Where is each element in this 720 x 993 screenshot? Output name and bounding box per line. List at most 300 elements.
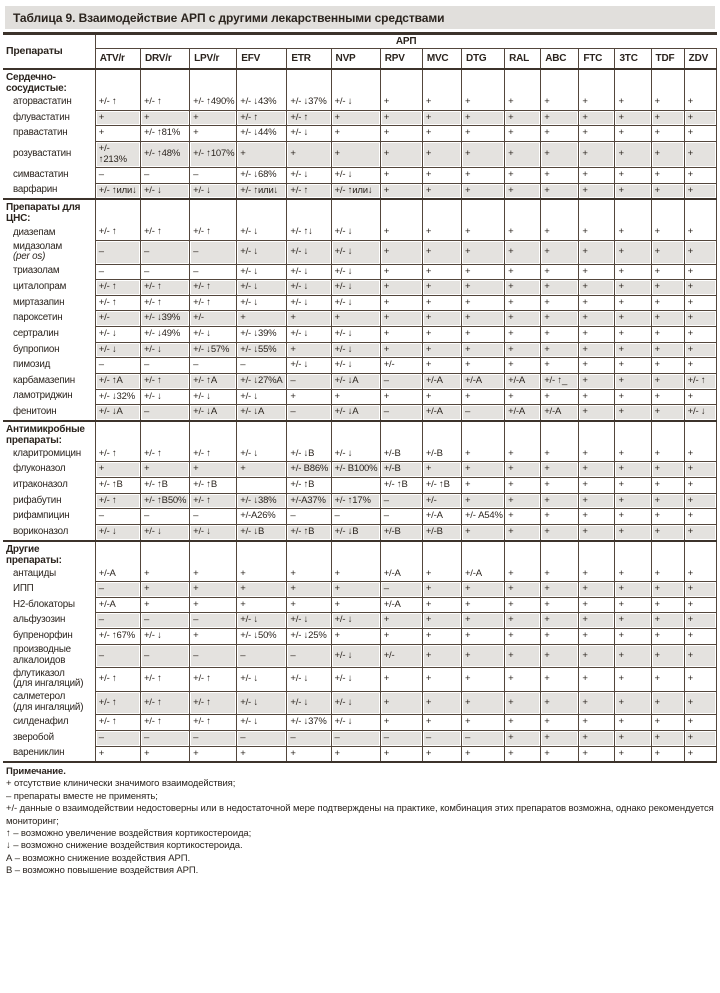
interaction-cell: +/- А54% bbox=[461, 509, 504, 525]
interaction-cell: +/- ↑ bbox=[95, 715, 140, 731]
interaction-cell: + bbox=[505, 509, 541, 525]
interaction-cell: +/- ↓А bbox=[95, 405, 140, 421]
interaction-cell: – bbox=[140, 405, 189, 421]
interaction-cell: +/- ↓ bbox=[237, 280, 287, 296]
interaction-cell: + bbox=[651, 447, 684, 462]
interaction-cell: + bbox=[461, 241, 504, 265]
interaction-cell: +/- bbox=[380, 644, 422, 668]
interaction-cell: + bbox=[684, 168, 716, 184]
interaction-cell: + bbox=[422, 613, 461, 629]
interaction-cell: +/- ↑81% bbox=[140, 126, 189, 142]
interaction-cell: + bbox=[505, 110, 541, 126]
interaction-cell: + bbox=[651, 183, 684, 199]
interaction-cell: +/- ↓ bbox=[140, 524, 189, 540]
interaction-cell: +/- ↑или↓ bbox=[95, 183, 140, 199]
interaction-cell: + bbox=[505, 524, 541, 540]
interaction-cell: – bbox=[95, 582, 140, 598]
interaction-cell: – bbox=[140, 509, 189, 525]
interaction-cell: +/- ↓ bbox=[237, 295, 287, 311]
table-header bbox=[3, 34, 717, 70]
interaction-cell: +/- ↓ bbox=[95, 524, 140, 540]
interaction-cell: + bbox=[684, 730, 716, 746]
interaction-cell: + bbox=[615, 567, 651, 582]
interaction-cell: + bbox=[579, 280, 615, 296]
interaction-cell: + bbox=[505, 168, 541, 184]
interaction-cell: +/- ↑ bbox=[140, 691, 189, 715]
group-header-row bbox=[3, 34, 717, 49]
interaction-cell: – bbox=[140, 730, 189, 746]
interaction-cell: + bbox=[380, 141, 422, 167]
interaction-cell: + bbox=[651, 597, 684, 613]
interaction-cell: + bbox=[651, 524, 684, 540]
interaction-cell: + bbox=[190, 126, 237, 142]
drug-row bbox=[3, 264, 717, 280]
interaction-cell: +/- ↓ bbox=[331, 95, 380, 110]
drug-row bbox=[3, 295, 717, 311]
interaction-cell: +/- ↑В bbox=[95, 478, 140, 494]
interaction-cell: + bbox=[541, 327, 579, 343]
drug-row bbox=[3, 462, 717, 478]
interaction-cell: + bbox=[287, 597, 331, 613]
interaction-cell: + bbox=[422, 644, 461, 668]
interaction-cell: + bbox=[615, 241, 651, 265]
interaction-cell: + bbox=[579, 478, 615, 494]
interaction-cell: + bbox=[615, 110, 651, 126]
section-empty-cell bbox=[380, 69, 422, 95]
interaction-cell: +/- ↑ bbox=[190, 280, 237, 296]
interaction-cell: + bbox=[331, 597, 380, 613]
interaction-cell: +/- bbox=[380, 358, 422, 374]
interaction-cell: +/- ↓В bbox=[331, 524, 380, 540]
interaction-cell: +/- ↑ bbox=[95, 95, 140, 110]
section-row bbox=[3, 421, 717, 447]
drug-row bbox=[3, 730, 717, 746]
interaction-cell: + bbox=[331, 110, 380, 126]
interaction-cell: + bbox=[237, 462, 287, 478]
interaction-cell: + bbox=[651, 110, 684, 126]
section-empty-cell bbox=[505, 69, 541, 95]
interaction-cell: + bbox=[651, 715, 684, 731]
interaction-cell: + bbox=[579, 447, 615, 462]
interaction-cell: + bbox=[461, 524, 504, 540]
interaction-cell: + bbox=[287, 582, 331, 598]
interaction-cell: + bbox=[140, 582, 189, 598]
drug-row bbox=[3, 597, 717, 613]
interaction-cell: + bbox=[615, 183, 651, 199]
interaction-cell: + bbox=[651, 405, 684, 421]
drug-name: фенитоин bbox=[3, 405, 95, 421]
interaction-cell: +/-А bbox=[95, 597, 140, 613]
interaction-cell: +/-А bbox=[95, 567, 140, 582]
interaction-cell: + bbox=[615, 746, 651, 762]
interaction-cell: + bbox=[684, 110, 716, 126]
section-empty-cell bbox=[579, 199, 615, 225]
column-header-efv: EFV bbox=[237, 49, 287, 70]
interaction-cell: +/- ↓ bbox=[190, 327, 237, 343]
section-empty-cell bbox=[461, 199, 504, 225]
interaction-cell: + bbox=[331, 126, 380, 142]
interaction-cell: + bbox=[237, 582, 287, 598]
section-empty-cell bbox=[331, 421, 380, 447]
interaction-cell: + bbox=[505, 613, 541, 629]
interaction-cell: +/- ↓ bbox=[287, 168, 331, 184]
interaction-cell: + bbox=[380, 280, 422, 296]
drug-name: варфарин bbox=[3, 183, 95, 199]
interaction-cell: + bbox=[422, 225, 461, 240]
interaction-cell: + bbox=[541, 110, 579, 126]
interaction-cell: – bbox=[422, 730, 461, 746]
interaction-cell: + bbox=[505, 597, 541, 613]
interaction-cell: +/- ↓ bbox=[140, 389, 189, 405]
interaction-cell: +/- ↓ bbox=[684, 405, 716, 421]
drug-row bbox=[3, 358, 717, 374]
interaction-cell: + bbox=[651, 141, 684, 167]
interaction-cell: +/-А37% bbox=[287, 493, 331, 509]
interaction-cell: – bbox=[95, 241, 140, 265]
interaction-cell: +/- ↓ bbox=[331, 447, 380, 462]
interaction-cell: +/- ↑ bbox=[190, 715, 237, 731]
interaction-cell: +/- ↓В bbox=[287, 447, 331, 462]
interaction-cell: + bbox=[684, 183, 716, 199]
section-empty-cell bbox=[380, 421, 422, 447]
interaction-cell: + bbox=[380, 264, 422, 280]
interaction-cell: – bbox=[190, 241, 237, 265]
interaction-cell: +/- ↑А bbox=[95, 373, 140, 389]
section-empty-cell bbox=[422, 69, 461, 95]
section-empty-cell bbox=[95, 541, 140, 567]
interaction-cell: + bbox=[615, 311, 651, 327]
interaction-cell: + bbox=[422, 691, 461, 715]
section-row bbox=[3, 199, 717, 225]
interaction-cell: + bbox=[651, 644, 684, 668]
drug-row bbox=[3, 225, 717, 240]
drug-name: розувастатин bbox=[3, 141, 95, 167]
interaction-cell: +/- ↑48% bbox=[140, 141, 189, 167]
drug-row bbox=[3, 567, 717, 582]
interaction-cell: + bbox=[380, 668, 422, 692]
interaction-cell: + bbox=[579, 295, 615, 311]
drug-name: итраконазол bbox=[3, 478, 95, 494]
interaction-cell: + bbox=[579, 225, 615, 240]
interaction-cell: + bbox=[651, 241, 684, 265]
interaction-cell: +/- ↓ bbox=[95, 342, 140, 358]
column-header-rpv: RPV bbox=[380, 49, 422, 70]
interaction-cell: + bbox=[651, 668, 684, 692]
interaction-cell: +/- ↓ bbox=[237, 225, 287, 240]
interaction-cell: + bbox=[331, 629, 380, 645]
drug-name: флувастатин bbox=[3, 110, 95, 126]
section-empty-cell bbox=[684, 69, 716, 95]
interaction-cell: + bbox=[684, 668, 716, 692]
interaction-cell: +/- ↑В bbox=[287, 524, 331, 540]
interaction-cell: +/- ↓ bbox=[237, 715, 287, 731]
interaction-cell: + bbox=[140, 110, 189, 126]
interaction-cell: + bbox=[651, 280, 684, 296]
interaction-cell: + bbox=[140, 567, 189, 582]
drug-name: миртазапин bbox=[3, 295, 95, 311]
interaction-cell: + bbox=[380, 691, 422, 715]
interaction-cell: + bbox=[287, 311, 331, 327]
interaction-cell: + bbox=[615, 582, 651, 598]
interaction-cell: +/- ↓ bbox=[331, 295, 380, 311]
interaction-cell: +/- ↓ bbox=[190, 524, 237, 540]
interaction-cell: + bbox=[684, 264, 716, 280]
interaction-cell: + bbox=[422, 746, 461, 762]
drug-row bbox=[3, 126, 717, 142]
drug-row bbox=[3, 582, 717, 598]
section-empty-cell bbox=[140, 421, 189, 447]
interaction-cell: + bbox=[380, 295, 422, 311]
section-empty-cell bbox=[95, 421, 140, 447]
interaction-cell: +/-А bbox=[422, 373, 461, 389]
interaction-cell: + bbox=[541, 567, 579, 582]
interaction-cell: + bbox=[237, 311, 287, 327]
section-empty-cell bbox=[684, 199, 716, 225]
interaction-cell: +/- ↓37% bbox=[287, 95, 331, 110]
interaction-cell: + bbox=[651, 311, 684, 327]
interaction-cell: + bbox=[287, 746, 331, 762]
interaction-cell: + bbox=[684, 613, 716, 629]
interaction-cell: +/- ↑В bbox=[422, 478, 461, 494]
interaction-cell: + bbox=[684, 141, 716, 167]
interaction-cell: + bbox=[651, 478, 684, 494]
interaction-cell: +/-А bbox=[505, 373, 541, 389]
interaction-cell: + bbox=[579, 462, 615, 478]
interaction-cell: +/- ↑ bbox=[140, 447, 189, 462]
interaction-cell: + bbox=[579, 509, 615, 525]
interaction-cell: + bbox=[541, 183, 579, 199]
interaction-cell: +/-А bbox=[380, 597, 422, 613]
interaction-cell: – bbox=[461, 405, 504, 421]
interaction-table bbox=[3, 32, 717, 763]
interaction-cell: – bbox=[380, 509, 422, 525]
interaction-cell: +/- ↓38% bbox=[237, 493, 287, 509]
drug-row bbox=[3, 373, 717, 389]
interaction-cell: + bbox=[505, 746, 541, 762]
interaction-cell: + bbox=[615, 493, 651, 509]
section-empty-cell bbox=[287, 421, 331, 447]
interaction-cell: + bbox=[579, 691, 615, 715]
interaction-cell: – bbox=[140, 241, 189, 265]
interaction-cell: + bbox=[541, 746, 579, 762]
interaction-cell: + bbox=[615, 629, 651, 645]
interaction-cell: – bbox=[380, 405, 422, 421]
drug-name: пароксетин bbox=[3, 311, 95, 327]
drug-name: ИПП bbox=[3, 582, 95, 598]
interaction-cell: + bbox=[615, 447, 651, 462]
interaction-cell: +/-В bbox=[422, 447, 461, 462]
interaction-cell: + bbox=[615, 691, 651, 715]
interaction-cell: + bbox=[651, 746, 684, 762]
interaction-cell: + bbox=[505, 691, 541, 715]
interaction-cell: +/- ↑ bbox=[140, 225, 189, 240]
interaction-cell: + bbox=[287, 342, 331, 358]
interaction-cell: + bbox=[190, 462, 237, 478]
section-empty-cell bbox=[579, 541, 615, 567]
interaction-cell: + bbox=[380, 95, 422, 110]
drug-name: пимозид bbox=[3, 358, 95, 374]
interaction-cell: + bbox=[541, 715, 579, 731]
interaction-cell: – bbox=[140, 358, 189, 374]
interaction-cell: + bbox=[190, 582, 237, 598]
section-empty-cell bbox=[541, 69, 579, 95]
interaction-cell: +/-А bbox=[541, 405, 579, 421]
interaction-cell: +/-В bbox=[422, 524, 461, 540]
interaction-cell: + bbox=[651, 342, 684, 358]
note-line: В – возможно повышение воздействия АРП. bbox=[6, 864, 199, 876]
section-empty-cell bbox=[287, 199, 331, 225]
interaction-cell: +/- ↑ bbox=[95, 668, 140, 692]
section-empty-cell bbox=[651, 541, 684, 567]
interaction-cell: + bbox=[579, 264, 615, 280]
interaction-cell: + bbox=[579, 629, 615, 645]
interaction-cell: – bbox=[380, 373, 422, 389]
section-empty-cell bbox=[237, 541, 287, 567]
section-empty-cell bbox=[505, 421, 541, 447]
interaction-cell: + bbox=[461, 358, 504, 374]
interaction-cell: + bbox=[287, 389, 331, 405]
interaction-cell: + bbox=[422, 295, 461, 311]
interaction-cell: + bbox=[461, 327, 504, 343]
interaction-cell: + bbox=[579, 405, 615, 421]
interaction-cell: + bbox=[422, 629, 461, 645]
drug-name: рифабутин bbox=[3, 493, 95, 509]
interaction-cell: + bbox=[505, 389, 541, 405]
interaction-cell: + bbox=[190, 110, 237, 126]
column-header-dtg: DTG bbox=[461, 49, 504, 70]
interaction-cell: + bbox=[380, 168, 422, 184]
interaction-cell: + bbox=[505, 358, 541, 374]
interaction-cell: + bbox=[461, 110, 504, 126]
drug-name: триазолам bbox=[3, 264, 95, 280]
section-empty-cell bbox=[615, 199, 651, 225]
interaction-cell: +/- ↓39% bbox=[140, 311, 189, 327]
interaction-cell: +/- ↓ bbox=[237, 389, 287, 405]
interaction-cell: + bbox=[615, 644, 651, 668]
interaction-cell: + bbox=[684, 241, 716, 265]
interaction-cell: + bbox=[651, 462, 684, 478]
interaction-cell: + bbox=[684, 447, 716, 462]
drug-name-suffix: (per os) bbox=[13, 251, 46, 263]
interaction-cell: + bbox=[684, 342, 716, 358]
interaction-cell: + bbox=[541, 141, 579, 167]
interaction-cell: – bbox=[190, 264, 237, 280]
interaction-cell: – bbox=[140, 168, 189, 184]
interaction-cell: +/- ↓ bbox=[287, 668, 331, 692]
interaction-cell: + bbox=[505, 241, 541, 265]
interaction-cell: +/- ↓ bbox=[331, 168, 380, 184]
interaction-cell: +/- ↑ bbox=[95, 493, 140, 509]
section-empty-cell bbox=[140, 541, 189, 567]
interaction-cell: – bbox=[95, 644, 140, 668]
section-empty-cell bbox=[190, 199, 237, 225]
interaction-cell: – bbox=[140, 264, 189, 280]
interaction-cell: – bbox=[95, 168, 140, 184]
drug-name: флуконазол bbox=[3, 462, 95, 478]
drug-name: салметерол (для ингаляций) bbox=[3, 691, 95, 715]
interaction-cell: + bbox=[380, 327, 422, 343]
interaction-cell: +/- ↓ bbox=[237, 447, 287, 462]
interaction-cell: +/- ↓ bbox=[287, 327, 331, 343]
interaction-cell: + bbox=[461, 447, 504, 462]
section-empty-cell bbox=[190, 69, 237, 95]
interaction-cell: + bbox=[461, 168, 504, 184]
drug-row bbox=[3, 478, 717, 494]
interaction-cell: + bbox=[422, 95, 461, 110]
interaction-cell: + bbox=[422, 715, 461, 731]
section-empty-cell bbox=[287, 69, 331, 95]
interaction-cell: + bbox=[331, 389, 380, 405]
interaction-cell: + bbox=[505, 644, 541, 668]
column-header-tdf: TDF bbox=[651, 49, 684, 70]
interaction-cell: +/- ↓В bbox=[237, 524, 287, 540]
note-line: А – возможно снижение воздействия АРП. bbox=[6, 852, 190, 864]
column-header-preparations: Препараты bbox=[3, 34, 95, 70]
interaction-cell: + bbox=[651, 295, 684, 311]
interaction-cell: +/- ↓ bbox=[331, 358, 380, 374]
interaction-cell: + bbox=[461, 126, 504, 142]
interaction-cell: + bbox=[505, 730, 541, 746]
interaction-cell: + bbox=[615, 373, 651, 389]
interaction-cell: + bbox=[579, 358, 615, 374]
interaction-cell: +/- ↑ bbox=[190, 225, 237, 240]
interaction-cell: + bbox=[579, 141, 615, 167]
interaction-cell: +/- ↓ bbox=[140, 629, 189, 645]
column-header-zdv: ZDV bbox=[684, 49, 716, 70]
interaction-cell: +/- ↑213% bbox=[95, 141, 140, 167]
interaction-cell: – bbox=[190, 168, 237, 184]
interaction-cell: + bbox=[615, 225, 651, 240]
interaction-cell: + bbox=[95, 126, 140, 142]
interaction-cell: + bbox=[541, 493, 579, 509]
interaction-cell: + bbox=[615, 358, 651, 374]
interaction-cell: + bbox=[422, 668, 461, 692]
interaction-cell: +/- ↓ bbox=[287, 264, 331, 280]
interaction-cell: + bbox=[190, 567, 237, 582]
interaction-cell: + bbox=[579, 524, 615, 540]
interaction-cell: +/- ↓55% bbox=[237, 342, 287, 358]
interaction-cell: + bbox=[651, 567, 684, 582]
interaction-cell: + bbox=[505, 311, 541, 327]
interaction-cell: + bbox=[684, 644, 716, 668]
interaction-cell: + bbox=[461, 141, 504, 167]
interaction-cell: +/- ↓ bbox=[287, 613, 331, 629]
interaction-cell: + bbox=[651, 582, 684, 598]
drug-name: антациды bbox=[3, 567, 95, 582]
interaction-cell: +/- ↑ bbox=[287, 183, 331, 199]
interaction-cell: +/- ↓ bbox=[287, 280, 331, 296]
drug-row bbox=[3, 405, 717, 421]
interaction-cell: + bbox=[615, 405, 651, 421]
interaction-cell: + bbox=[615, 524, 651, 540]
interaction-cell: + bbox=[237, 567, 287, 582]
interaction-cell: + bbox=[422, 241, 461, 265]
drug-name: аторвастатин bbox=[3, 95, 95, 110]
interaction-cell: +/- ↓А bbox=[237, 405, 287, 421]
drug-name: ламотриджин bbox=[3, 389, 95, 405]
interaction-cell: +/- ↑17% bbox=[331, 493, 380, 509]
section-label: Другие препараты: bbox=[3, 541, 95, 567]
note-line: +/- данные о взаимодействии недостоверны или в недостаточной мере подтверждены на практике, комбинация этих препаратов возможна, однако рекомендуется мониторинг; bbox=[6, 803, 714, 827]
interaction-cell: + bbox=[541, 613, 579, 629]
interaction-cell: +/- ↑67% bbox=[95, 629, 140, 645]
interaction-cell: + bbox=[461, 691, 504, 715]
interaction-cell: +/- ↓68% bbox=[237, 168, 287, 184]
interaction-cell: +/- ↓43% bbox=[237, 95, 287, 110]
interaction-cell: + bbox=[541, 447, 579, 462]
interaction-cell: + bbox=[422, 327, 461, 343]
drug-row bbox=[3, 342, 717, 358]
